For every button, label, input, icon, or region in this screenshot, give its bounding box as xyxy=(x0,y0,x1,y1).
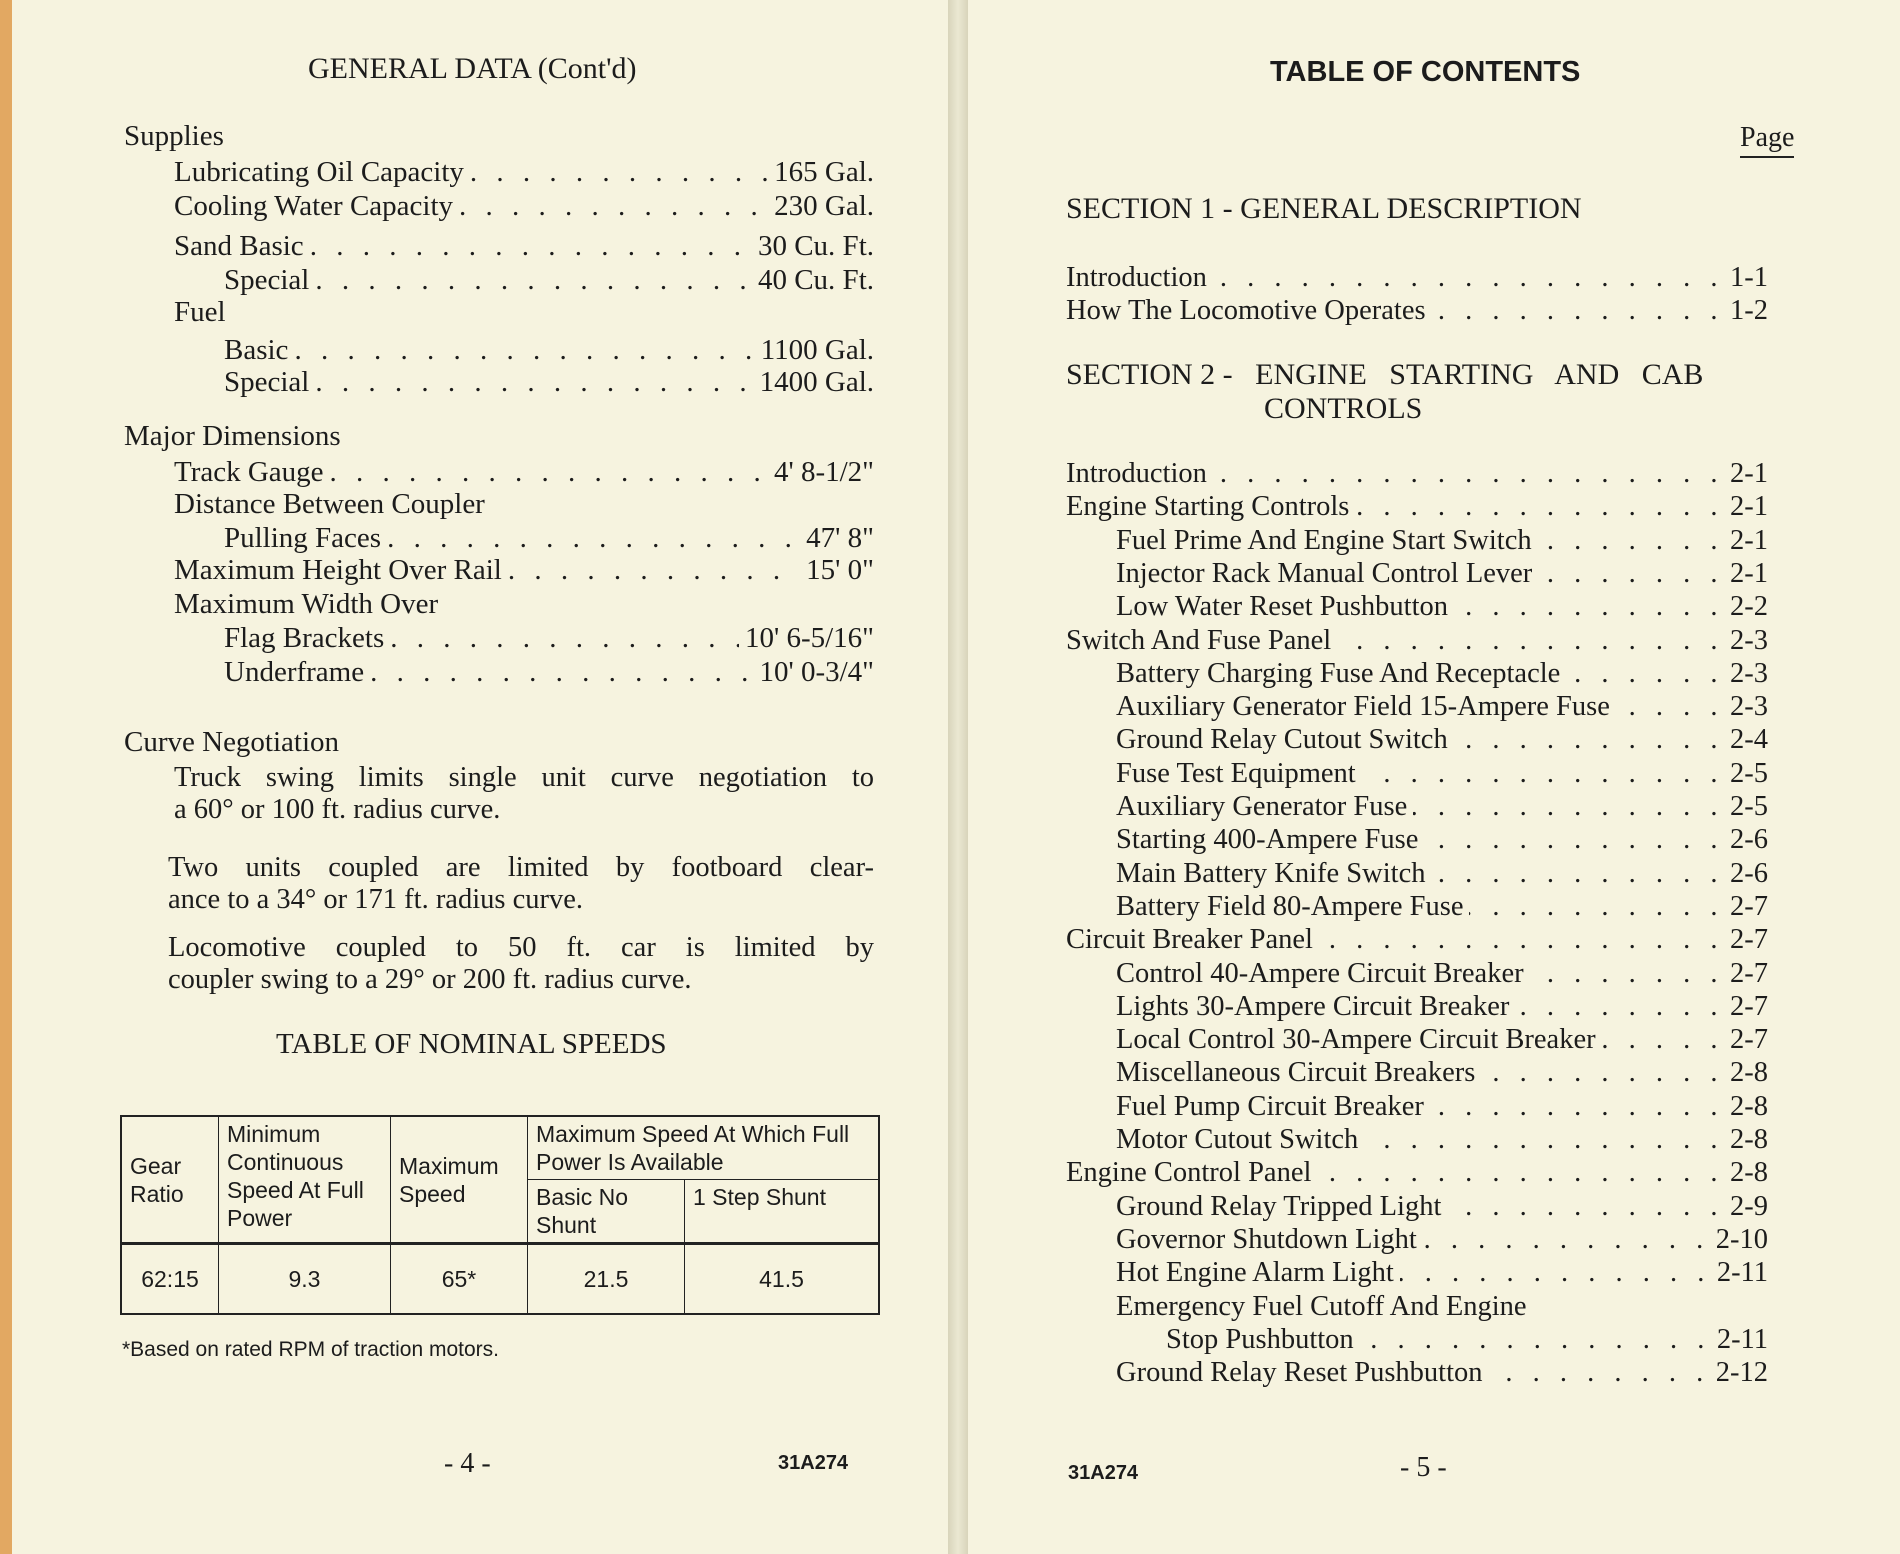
fuel-basic-row: Basic . . . 1100 Gal. xyxy=(224,334,874,367)
dot-leader xyxy=(1469,891,1724,923)
toc-entry-page: 1-1 xyxy=(1730,262,1768,293)
toc-entry-label: Fuse Test Equipment xyxy=(1116,757,1356,789)
dot-leader xyxy=(1602,1024,1724,1056)
toc-entry-page: 2-9 xyxy=(1730,1190,1768,1222)
underframe-row: Underframe . . . 10' 0-3/4" xyxy=(224,656,874,689)
dot-leader xyxy=(1481,1057,1724,1089)
sand-special-row: Special . . . 40 Cu. Ft. xyxy=(224,264,874,297)
toc-entry-label: Miscellaneous Circuit Breakers xyxy=(1116,1057,1476,1089)
page-column-label: Page xyxy=(1740,122,1794,158)
dot-leader xyxy=(1530,958,1724,990)
toc-entry-label: Starting 400-Ampere Fuse xyxy=(1116,824,1419,856)
cooling-water-row: Cooling Water Capacity . . . 230 Gal. xyxy=(174,190,874,223)
pulling-faces-row: Pulling Faces . . . 47' 8" xyxy=(224,522,874,555)
toc-entry-page: 2-5 xyxy=(1730,757,1768,789)
dot-leader xyxy=(1566,658,1724,690)
document-number: 31A274 xyxy=(1068,1462,1139,1484)
toc-entry-page: 2-4 xyxy=(1730,724,1768,756)
header-basic-no-shunt: Basic No Shunt xyxy=(528,1180,685,1244)
dot-leader xyxy=(1489,1357,1710,1389)
track-gauge-row: Track Gauge . . . 4' 8-1/2" xyxy=(174,456,874,489)
toc-entry xyxy=(1116,858,1768,891)
toc-entry-page: 2-8 xyxy=(1730,1090,1768,1122)
curve-para-2-line-2: ance to a 34° or 171 ft. radius curve. xyxy=(168,884,584,915)
dot-leader xyxy=(1337,625,1724,657)
page-number: - 4 - xyxy=(444,1448,491,1479)
toc-entry xyxy=(1066,491,1768,524)
page-number: - 5 - xyxy=(1400,1452,1447,1483)
toc-entry-page: 2-11 xyxy=(1716,1323,1768,1355)
curve-para-3-line-2: coupler swing to a 29° or 200 ft. radius curve. xyxy=(168,964,692,995)
dot-leader xyxy=(1355,491,1724,523)
dot-leader xyxy=(1413,791,1724,823)
toc-entry-label: Injector Rack Manual Control Lever xyxy=(1116,557,1533,589)
toc-entry xyxy=(1116,1291,1768,1324)
cell-min-speed: 9.3 xyxy=(219,1244,391,1315)
dot-leader xyxy=(1360,1324,1711,1356)
toc-entry-page: 2-7 xyxy=(1730,890,1768,922)
dot-leader xyxy=(1423,1224,1710,1256)
toc-entry-page: 2-8 xyxy=(1730,1057,1768,1089)
toc-entry-label: Introduction xyxy=(1066,262,1207,293)
header-1-step-shunt: 1 Step Shunt xyxy=(685,1180,880,1244)
dot-leader xyxy=(1430,1091,1724,1123)
toc-entry xyxy=(1116,1224,1768,1257)
toc-entry-page: 2-10 xyxy=(1715,1223,1768,1255)
toc-entry-label: Engine Starting Controls xyxy=(1066,491,1350,523)
toc-entry xyxy=(1116,791,1768,824)
toc-entry xyxy=(1066,295,1768,328)
dot-leader xyxy=(1515,991,1724,1023)
nominal-speeds-table xyxy=(120,1115,880,1315)
toc-entry xyxy=(1066,458,1768,491)
fuel-special-row: Special . . . 1400 Gal. xyxy=(224,366,874,399)
toc-entry-label: Low Water Reset Pushbutton xyxy=(1116,591,1449,623)
curve-heading: Curve Negotiation xyxy=(124,726,340,758)
dot-leader xyxy=(1454,591,1724,623)
toc-entry xyxy=(1116,824,1768,857)
dot-leader xyxy=(1431,858,1724,890)
section-2-heading-cont: CONTROLS xyxy=(1264,392,1423,425)
dot-leader xyxy=(1432,295,1724,327)
coupler-distance-label: Distance Between Coupler xyxy=(174,488,485,520)
toc-entry xyxy=(1116,1357,1768,1390)
header-full-power: Maximum Speed At Which Full Power Is Available xyxy=(528,1116,880,1180)
toc-entry-label: Circuit Breaker Panel xyxy=(1066,924,1313,956)
toc-entry xyxy=(1116,1191,1768,1224)
toc-entry-label: Stop Pushbutton xyxy=(1166,1323,1354,1355)
dot-leader xyxy=(1213,458,1724,490)
toc-entry-label: Hot Engine Alarm Light xyxy=(1116,1257,1394,1289)
curve-para-1-line-1: Truck swing limits single unit curve negotiation to xyxy=(174,762,874,793)
cell-max-speed: 65* xyxy=(391,1244,528,1315)
toc-entry-page: 2-6 xyxy=(1730,857,1768,889)
toc-entry-label: Motor Cutout Switch xyxy=(1116,1124,1359,1155)
toc-entry-page: 2-3 xyxy=(1730,691,1768,723)
toc-entry xyxy=(1116,1124,1768,1157)
toc-entry-page: 2-6 xyxy=(1730,824,1768,856)
section-2-heading: SECTION 2 - ENGINE STARTING AND CAB xyxy=(1066,358,1704,391)
toc-entry xyxy=(1116,691,1768,724)
toc-entry xyxy=(1066,262,1768,295)
toc-entry-label: Introduction xyxy=(1066,458,1207,489)
cell-basic-no-shunt: 21.5 xyxy=(528,1244,685,1315)
curve-para-3-line-1: Locomotive coupled to 50 ft. car is limited by xyxy=(168,932,874,963)
book-gutter xyxy=(948,0,968,1554)
dot-leader xyxy=(1317,1157,1724,1189)
section-1-heading: SECTION 1 - GENERAL DESCRIPTION xyxy=(1066,192,1582,225)
lube-oil-row: Lubricating Oil Capacity . . . 165 Gal. xyxy=(174,156,874,189)
right-page xyxy=(968,0,1900,1554)
sand-basic-row: Sand Basic . . . 30 Cu. Ft. xyxy=(174,230,874,263)
toc-entry xyxy=(1116,991,1768,1024)
toc-entry-label: Fuel Pump Circuit Breaker xyxy=(1116,1090,1424,1122)
page-title: TABLE OF CONTENTS xyxy=(1270,56,1581,88)
toc-entry-label: Local Control 30-Ampere Circuit Breaker xyxy=(1116,1024,1596,1056)
dot-leader xyxy=(1447,1191,1724,1223)
dot-leader xyxy=(1400,1257,1711,1289)
toc-entry xyxy=(1116,1091,1768,1124)
max-height-row: Maximum Height Over Rail . . . 15' 0" xyxy=(174,554,874,587)
toc-entry-label: Engine Control Panel xyxy=(1066,1157,1312,1189)
toc-entry-label: Control 40-Ampere Circuit Breaker xyxy=(1116,957,1524,989)
toc-entry xyxy=(1116,958,1768,991)
supplies-heading: Supplies xyxy=(124,120,224,152)
toc-entry xyxy=(1116,591,1768,624)
curve-para-2-line-1: Two units coupled are limited by footboard clear- xyxy=(168,852,874,883)
toc-entry-page: 2-8 xyxy=(1730,1157,1768,1189)
toc-entry-label: Ground Relay Cutout Switch xyxy=(1116,724,1448,756)
toc-entry-page: 2-3 xyxy=(1730,657,1768,689)
fuel-heading: Fuel xyxy=(174,296,226,328)
toc-entry-label: Switch And Fuse Panel xyxy=(1066,624,1332,656)
toc-entry-page: 2-1 xyxy=(1730,557,1768,589)
toc-entry-label: Lights 30-Ampere Circuit Breaker xyxy=(1116,990,1510,1022)
toc-entry-page: 2-7 xyxy=(1730,1024,1768,1056)
toc-entry-page: 2-7 xyxy=(1730,990,1768,1022)
dot-leader xyxy=(1213,262,1724,294)
toc-entry-page: 2-3 xyxy=(1730,624,1768,656)
toc-entry-label: How The Locomotive Operates xyxy=(1066,295,1426,326)
dot-leader xyxy=(1319,924,1724,956)
toc-entry-label: Ground Relay Reset Pushbutton xyxy=(1116,1357,1483,1389)
max-width-label: Maximum Width Over xyxy=(174,588,439,620)
dot-leader xyxy=(1538,558,1724,590)
toc-entry xyxy=(1116,658,1768,691)
toc-entry xyxy=(1116,891,1768,924)
toc-entry-page: 2-11 xyxy=(1716,1257,1768,1289)
toc-entry-page: 2-8 xyxy=(1730,1124,1768,1155)
dot-leader xyxy=(1364,1124,1724,1156)
toc-entry-label: Governor Shutdown Light xyxy=(1116,1223,1417,1255)
header-min-speed: Minimum Continuous Speed At Full Power xyxy=(219,1116,391,1244)
toc-entry-label: Main Battery Knife Switch xyxy=(1116,857,1426,889)
toc-entry-label: Battery Charging Fuse And Receptacle xyxy=(1116,657,1561,689)
toc-entry-page: 2-7 xyxy=(1730,957,1768,989)
left-page xyxy=(0,0,948,1554)
document-number: 31A274 xyxy=(778,1452,849,1474)
dimensions-heading: Major Dimensions xyxy=(124,420,341,452)
toc-entry-page: 2-1 xyxy=(1730,458,1768,489)
cell-1-step-shunt: 41.5 xyxy=(685,1244,880,1315)
page-title: GENERAL DATA (Cont'd) xyxy=(308,52,637,85)
toc-entry-label: Auxiliary Generator Field 15-Ampere Fuse xyxy=(1116,691,1610,723)
dot-leader xyxy=(1616,691,1724,723)
table-header-row xyxy=(121,1116,879,1180)
toc-entry xyxy=(1116,1024,1768,1057)
toc-entry-label: Battery Field 80-Ampere Fuse xyxy=(1116,890,1464,922)
table-footnote: *Based on rated RPM of traction motors. xyxy=(122,1338,500,1361)
header-gear-ratio: Gear Ratio xyxy=(121,1116,219,1244)
toc-entry-page: 2-7 xyxy=(1730,924,1768,956)
curve-para-1-line-2: a 60° or 100 ft. radius curve. xyxy=(174,794,501,825)
flag-brackets-row: Flag Brackets . . . 10' 6-5/16" xyxy=(224,622,874,655)
toc-entry-label: Fuel Prime And Engine Start Switch xyxy=(1116,524,1532,556)
toc-entry xyxy=(1116,558,1768,591)
toc-entry xyxy=(1116,758,1768,791)
header-max-speed: Maximum Speed xyxy=(391,1116,528,1244)
toc-entry xyxy=(1116,1257,1768,1290)
cell-gear-ratio: 62:15 xyxy=(121,1244,219,1315)
toc-entry-page: 2-1 xyxy=(1730,524,1768,556)
dot-leader xyxy=(1454,724,1724,756)
toc-entry-page: 2-12 xyxy=(1715,1357,1768,1389)
toc-entry-page: 2-5 xyxy=(1730,791,1768,822)
toc-entry-label: Ground Relay Tripped Light xyxy=(1116,1190,1442,1222)
toc-entry-label: Emergency Fuel Cutoff And Engine xyxy=(1116,1290,1527,1322)
toc-entry xyxy=(1116,1057,1768,1090)
toc-entry-page: 2-2 xyxy=(1730,591,1768,623)
toc-entry xyxy=(1116,525,1768,558)
toc-entry xyxy=(1116,724,1768,757)
toc-entry-label: Auxiliary Generator Fuse xyxy=(1116,791,1408,822)
toc-entry-page: 1-2 xyxy=(1730,295,1768,326)
dot-leader xyxy=(1424,824,1724,856)
toc-entry-page: 2-1 xyxy=(1730,491,1768,523)
dot-leader xyxy=(1362,758,1724,790)
toc-entry xyxy=(1166,1324,1768,1357)
toc-entry xyxy=(1066,1157,1768,1190)
dot-leader xyxy=(1538,525,1724,557)
table-row xyxy=(121,1244,879,1315)
toc-entry xyxy=(1066,625,1768,658)
speeds-table-title: TABLE OF NOMINAL SPEEDS xyxy=(276,1028,667,1060)
toc-entry xyxy=(1066,924,1768,957)
